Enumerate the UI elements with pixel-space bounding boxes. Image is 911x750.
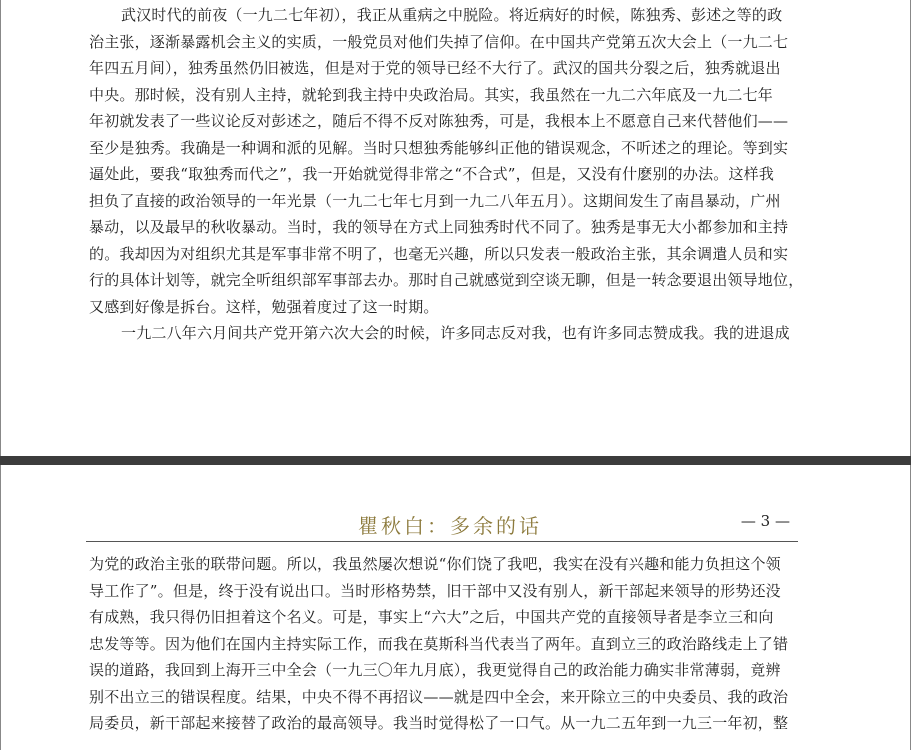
paragraph-line: 误的道路，我回到上海开三中全会（一九三〇年九月底），我更觉得自己的政治能力确实非常薄弱，竟辨 [89,661,781,679]
body-text-top [89,2,829,347]
running-header [86,506,798,542]
page-number: — 3 — [740,512,790,530]
document-page-bottom [0,465,911,750]
paragraph-line: 别不出立三的错误程度。结果，中央不得不再招议——就是四中全会，来开除立三的中央委员、我的政治 [89,687,789,706]
paragraph-line: 担负了直接的政治领导的一年光景（一九二七年七月到一九二八年五月）。这期间发生了南昌暴动，广州 [89,191,781,210]
paragraph-line: 有成熟，我只得仍旧担着这个名义。可是，事实上“六大”之后，中国共产党的直接领导者是李立三和向 [89,608,774,626]
paragraph-line: 暴动，以及最早的秋收暴动。当时，我的领导在方式上同独秀时代不同了。独秀是事无大小都参加和主持 [89,218,789,236]
paragraph-line: 局委员，新干部起来接替了政治的最高领导。我当时觉得松了一口气。从一九二五年到一九三一年初，整 [89,714,789,732]
paragraph-line: 中央。那时候，没有别人主持，就轮到我主持中央政治局。其实，我虽然在一九二六年底及一九二七年 [89,85,774,104]
paragraph-line: 武汉时代的前夜（一九二七年初），我正从重病之中脱险。将近病好的时候，陈独秀、彭述之等的政 [121,6,783,24]
paragraph-line: 至少是独秀。我确是一种调和派的见解。当时只想独秀能够纠正他的错误观念，不听述之的理论。等到实 [89,138,789,157]
paragraph-line: 忠发等等。因为他们在国内主持实际工作，而我在莫斯科当代表当了两年。直到立三的政治路线走上了错 [89,634,789,653]
header-title: 瞿秋白：多余的话 [358,514,542,538]
paragraph-line: 一九二八年六月间共产党开第六次大会的时候，许多同志反对我，也有许多同志赞成我。我的进退成 [121,324,790,342]
paragraph-line: 导工作了”。但是，终于没有说出口。当时形格势禁，旧干部中又没有别人，新干部起来领导的形势还没 [89,581,781,600]
paragraph-line: 又感到好像是拆台。这样，勉强着度过了这一时期。 [89,297,439,316]
body-text-bottom [89,551,829,737]
page-separator [0,456,911,465]
paragraph-line: 年初就发表了一些议论反对彭述之，随后不得不反对陈独秀，可是，我根本上不愿意自己来代替他们—— [89,112,789,130]
paragraph-line: 的。我却因为对组织尤其是军事非常不明了，也毫无兴趣，所以只发表一般政治主张，其余调遣人员和实 [89,244,789,263]
paragraph-line: 为党的政治主张的联带问题。所以，我虽然屡次想说“你们饶了我吧，我实在没有兴趣和能力负担这个领 [89,555,781,573]
paragraph-line: 逼处此，要我“取独秀而代之”，我一开始就觉得非常之“不合式”，但是，又没有什麽别的办法。这样我 [89,165,775,183]
paragraph-line: 治主张，逐渐暴露机会主义的实质，一般党员对他们失掉了信仰。在中国共产党第五次大会上（一九二七 [89,32,789,51]
paragraph-line: 行的具体计划等，就完全听组织部军事部去办。那时自己就感觉到空谈无聊，但是一转念要退出领导地位， [89,271,804,289]
paragraph-line: 年四五月间），独秀虽然仍旧被选，但是对于党的领导已经不大行了。武汉的国共分裂之后，独秀就退出 [89,59,781,77]
